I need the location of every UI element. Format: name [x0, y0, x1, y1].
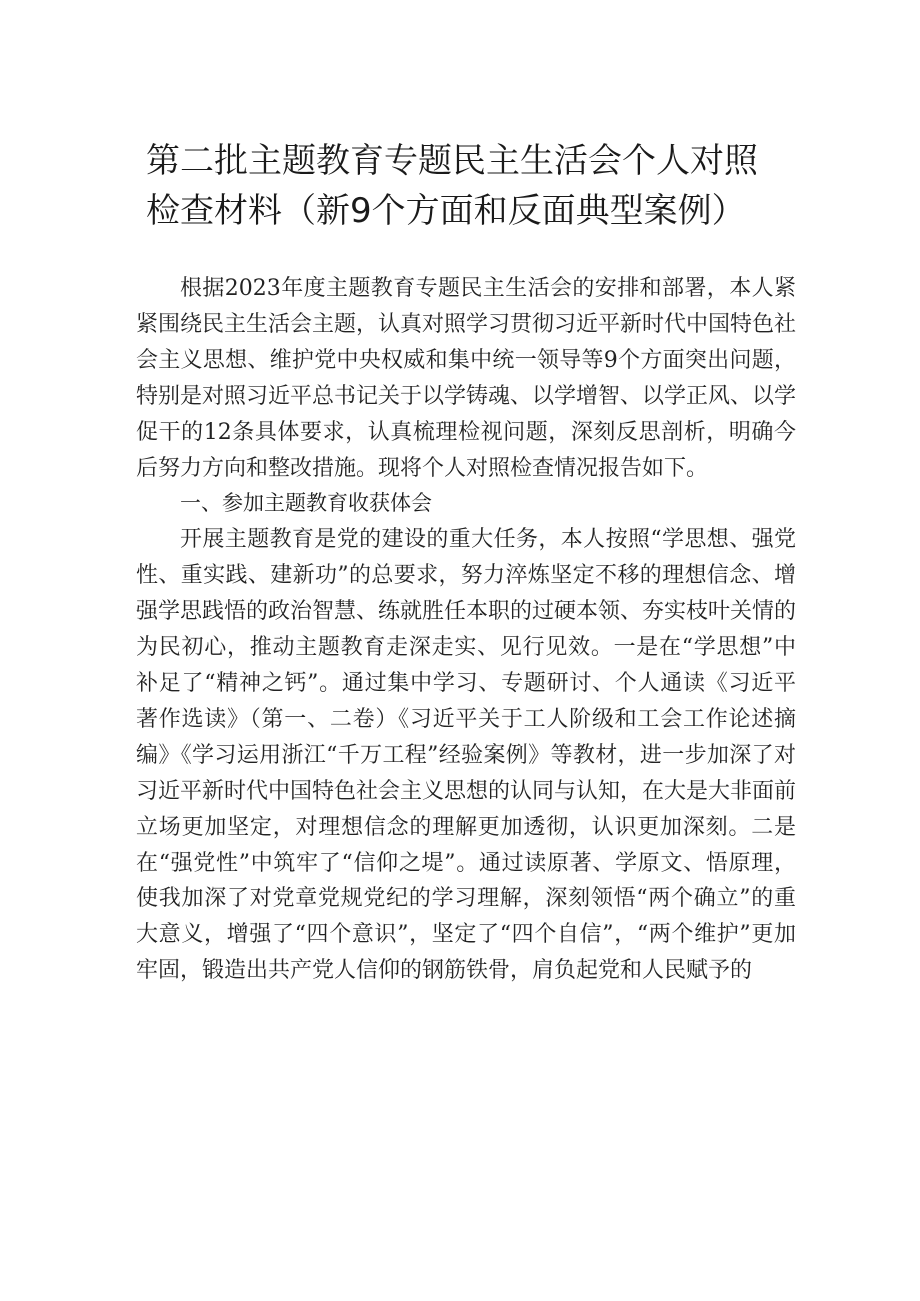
section-1-paragraph: 开展主题教育是党的建设的重大任务，本人按照“学思想、强党性、重实践、建新功”的总要求，努力淬炼坚定不移的理想信念、增强学思践悟的政治智慧、练就胜任本职的过硬本领、夯实枝叶关情的为民初心，推动主题教育走深走实、见行见效。一是在“学思想”中补足了“精神之钙”。通过集中学习、专题研讨、个人通读《习近平著作选读》（第一、二卷）《习近平关于工人阶级和工会工作论述摘编》《学习运用浙江“千万工程”经验案例》等教材，进一步加深了对习近平新时代中国特色社会主义思想的认同与认知，在大是大非面前立场更加坚定，对理想信念的理解更加透彻，认识更加深刻。二是在“强党性”中筑牢了“信仰之堤”。通过读原著、学原文、悟原理，使我加深了对党章党规党纪的学习理解，深刻领悟“两个确立”的重大意义，增强了“四个意识”，坚定了“四个自信”，“两个维护”更加牢固，锻造出共产党人信仰的钢筋铁骨，肩负起党和人民赋予的 — [136, 527, 797, 984]
intro-paragraph: 根据2023年度主题教育专题民主生活会的安排和部署，本人紧紧围绕民主生活会主题，认真对照学习贯彻习近平新时代中国特色社会主义思想、维护党中央权威和集中统一领导等9个方面突出问题，特别是对照习近平总书记关于以学铸魂、以学增智、以学正风、以学促干的12条具体要求，认真梳理检视问题，深刻反思剖析，明确今后努力方向和整改措施。现将个人对照检查情况报告如下。 — [136, 276, 797, 481]
document-body — [136, 271, 796, 989]
document-title-line-2: 检查材料（新9个方面和反面典型案例） — [146, 191, 746, 231]
section-heading-1: 一、参加主题教育收获体会 — [180, 491, 432, 516]
document-title-line-1: 第二批主题教育专题民主生活会个人对照 — [146, 141, 758, 181]
